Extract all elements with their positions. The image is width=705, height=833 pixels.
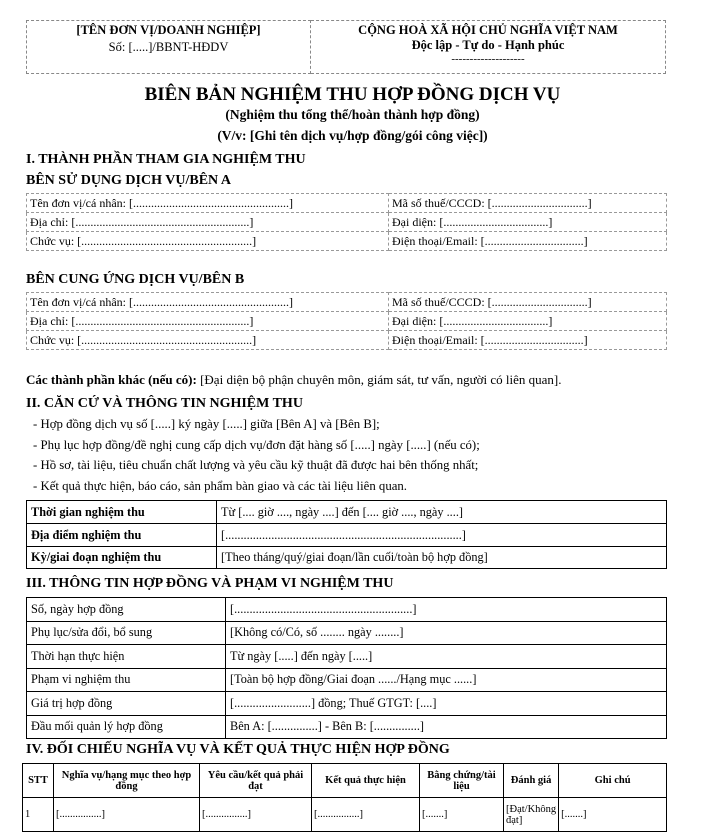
col-evidence: Bằng chứng/tài liệu xyxy=(420,764,504,798)
section-2-heading: II. CĂN CỨ VÀ THÔNG TIN NGHIỆM THU xyxy=(26,396,303,411)
document-title: BIÊN BẢN NGHIỆM THU HỢP ĐỒNG DỊCH VỤ xyxy=(144,84,561,105)
row-evidence: [.......] xyxy=(420,798,504,832)
acceptance-place-label: Địa điểm nghiệm thu xyxy=(27,524,217,547)
party-b-position: Chức vụ: [.........................................................] xyxy=(27,331,389,350)
col-evaluation: Đánh giá xyxy=(504,764,559,798)
row-result: [................] xyxy=(312,798,420,832)
party-a-heading: BÊN SỬ DỤNG DỊCH VỤ/BÊN A xyxy=(26,173,231,188)
other-participants-label: Các thành phần khác (nếu có): xyxy=(26,372,197,387)
col-notes: Ghi chú xyxy=(559,764,667,798)
acceptance-period-label: Kỳ/giai đoạn nghiệm thu xyxy=(27,547,217,569)
party-a-representative: Đại diện: [...................................] xyxy=(389,213,667,232)
duration-value: Từ ngày [.....] đến ngày [.....] xyxy=(226,645,667,669)
appendix-label: Phụ lục/sửa đổi, bổ sung xyxy=(27,621,226,645)
party-b-address: Địa chỉ: [..........................................................] xyxy=(27,312,389,331)
scope-label: Phạm vi nghiệm thu xyxy=(27,668,226,692)
basis-list xyxy=(33,417,480,499)
section-3-heading: III. THÔNG TIN HỢP ĐỒNG VÀ PHẠM VI NGHIỆM THU xyxy=(26,576,394,591)
acceptance-place-value: [.............................................................................] xyxy=(217,524,667,547)
party-a-address: Địa chỉ: [..........................................................] xyxy=(27,213,389,232)
contract-number-label: Số, ngày hợp đồng xyxy=(27,598,226,622)
party-b-name: Tên đơn vị/cá nhân: [....................................................] xyxy=(27,293,389,312)
party-b-contact: Điện thoại/Email: [.................................] xyxy=(389,331,667,350)
other-participants-text: [Đại diện bộ phận chuyên môn, giám sát, tư vấn, người có liên quan]. xyxy=(196,372,562,387)
col-requirement: Yêu cầu/kết quả phải đạt xyxy=(200,764,312,798)
row-notes: [.......] xyxy=(559,798,667,832)
document-header xyxy=(26,20,666,74)
duration-label: Thời hạn thực hiện xyxy=(27,645,226,669)
document-subtitle: (Nghiệm thu tổng thể/hoàn thành hợp đồng) xyxy=(225,107,480,122)
contact-point-label: Đầu mối quản lý hợp đồng xyxy=(27,715,226,739)
contract-value-label: Giá trị hợp đồng xyxy=(27,692,226,716)
contract-value-value: [.........................] đồng; Thuế GTGT: [....] xyxy=(226,692,667,716)
country-name: CỘNG HOÀ XÃ HỘI CHỦ NGHĨA VIỆT NAM xyxy=(358,23,618,37)
party-a-tax-id: Mã số thuế/CCCD: [................................] xyxy=(389,194,667,213)
document-subject: (V/v: [Ghi tên dịch vụ/hợp đồng/gói công việc]) xyxy=(217,128,488,143)
col-obligation: Nghĩa vụ/hạng mục theo hợp đồng xyxy=(54,764,200,798)
party-b-heading: BÊN CUNG ỨNG DỊCH VỤ/BÊN B xyxy=(26,272,245,287)
acceptance-period-value: [Theo tháng/quý/giai đoạn/lần cuối/toàn bộ hợp đồng] xyxy=(217,547,667,569)
basis-item: - Hợp đồng dịch vụ số [.....] ký ngày [.....] giữa [Bên A] và [Bên B]; xyxy=(33,417,380,431)
col-stt: STT xyxy=(23,764,54,798)
party-b-representative: Đại diện: [...................................] xyxy=(389,312,667,331)
motto-rule: -------------------- xyxy=(451,53,525,65)
basis-item: - Kết quả thực hiện, báo cáo, sản phẩm bàn giao và các tài liệu liên quan. xyxy=(33,478,407,493)
party-b-tax-id: Mã số thuế/CCCD: [................................] xyxy=(389,293,667,312)
row-evaluation: [Đạt/Không đạt] xyxy=(504,798,559,832)
party-a-position: Chức vụ: [.........................................................] xyxy=(27,232,389,251)
row-obligation: [................] xyxy=(54,798,200,832)
row-requirement: [................] xyxy=(200,798,312,832)
appendix-value: [Không có/Có, số ........ ngày ........] xyxy=(226,621,667,645)
party-b-table xyxy=(26,292,667,350)
acceptance-time-label: Thời gian nghiệm thu xyxy=(27,501,217,524)
basis-item: - Phụ lục hợp đồng/đề nghị cung cấp dịch vụ/đơn đặt hàng số [.....] ngày [.....] (nếu có); xyxy=(33,437,480,452)
section-4-heading: IV. ĐỐI CHIẾU NGHĨA VỤ VÀ KẾT QUẢ THỰC HIỆN HỢP ĐỒNG xyxy=(26,742,450,757)
other-participants xyxy=(26,372,562,388)
basis-item: - Hồ sơ, tài liệu, tiêu chuẩn chất lượng và yêu cầu kỹ thuật đã được hai bên thống nhất; xyxy=(33,458,479,472)
scope-value: [Toàn bộ hợp đồng/Giai đoạn ....../Hạng mục ......] xyxy=(226,668,667,692)
contract-info-table xyxy=(26,597,667,739)
document-number: Số: [.....]/BBNT-HĐDV xyxy=(108,40,229,54)
contact-point-value: Bên A: [...............] - Bên B: [...............] xyxy=(226,715,667,739)
acceptance-info-table xyxy=(26,500,667,569)
party-a-contact: Điện thoại/Email: [.................................] xyxy=(389,232,667,251)
obligations-table xyxy=(22,763,667,832)
contract-number-value: [..........................................................] xyxy=(226,598,667,622)
row-stt: 1 xyxy=(23,798,54,832)
party-a-name: Tên đơn vị/cá nhân: [....................................................] xyxy=(27,194,389,213)
col-result: Kết quả thực hiện xyxy=(312,764,420,798)
section-1-heading: I. THÀNH PHẦN THAM GIA NGHIỆM THU xyxy=(26,152,306,167)
national-motto: Độc lập - Tự do - Hạnh phúc xyxy=(411,38,565,52)
organization-name: [TÊN ĐƠN VỊ/DOANH NGHIỆP] xyxy=(76,23,261,37)
party-a-table xyxy=(26,193,667,251)
acceptance-time-value: Từ [.... giờ ...., ngày ....] đến [.... giờ ...., ngày ....] xyxy=(217,501,667,524)
